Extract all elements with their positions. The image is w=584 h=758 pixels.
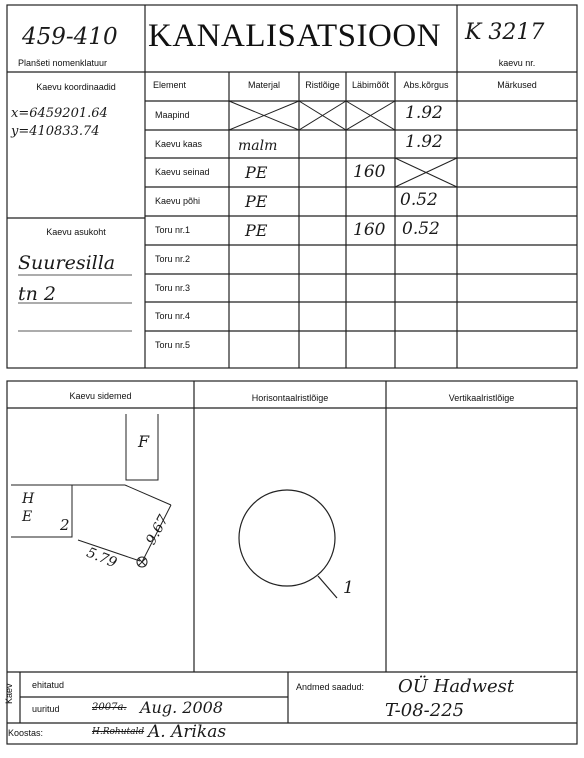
panel-ties-label: Kaevu sidemed <box>69 391 132 401</box>
cell-diameter: 160 <box>353 162 386 182</box>
dimension-a: 5.79 <box>84 544 120 572</box>
row-element-label: Toru nr.3 <box>155 283 191 293</box>
row-element-label: Kaevu põhi <box>155 196 201 206</box>
building-top-letter: F <box>138 432 150 451</box>
well-number-value: K 3217 <box>465 20 545 45</box>
kaev-label: Kaev <box>4 683 14 704</box>
cell-height: 1.92 <box>405 103 443 123</box>
horizontal-section-drawing <box>239 490 337 598</box>
row-element-label: Kaevu seinad <box>155 167 210 177</box>
col-cross-section: Ristlõige <box>305 80 340 90</box>
row-element-label: Toru nr.2 <box>155 254 191 264</box>
location-line1: Suuresilla <box>18 252 116 274</box>
cell-height: 0.52 <box>400 190 438 210</box>
well-number-label: kaevu nr. <box>498 58 536 68</box>
row-element-label: Toru nr.4 <box>155 311 191 321</box>
page-title: KANALISATSIOON <box>148 18 441 54</box>
cell-height: 0.52 <box>402 219 440 239</box>
dimension-b: 9.67 <box>143 512 172 548</box>
compiled-label: Koostas: <box>8 728 44 738</box>
measured-label: uuritud <box>32 704 60 714</box>
col-abs-height: Abs.kõrgus <box>403 80 449 90</box>
cell-material: PE <box>245 163 268 182</box>
pipe-label: 1 <box>343 578 354 598</box>
data-source-line2: T-08-225 <box>385 700 465 721</box>
location-label: Kaevu asukoht <box>46 227 106 237</box>
panel-horizontal-label: Horisontaalristlõige <box>251 393 329 403</box>
location-line2: tn 2 <box>18 283 56 305</box>
cell-height: 1.92 <box>405 132 443 152</box>
cell-material: malm <box>238 138 278 154</box>
data-source-line1: OÜ Hadwest <box>398 676 515 697</box>
cell-material: PE <box>245 221 268 240</box>
col-element: Element <box>153 80 187 90</box>
col-notes: Märkused <box>497 80 537 90</box>
row-element-label: Toru nr.5 <box>155 340 191 350</box>
data-source-label: Andmed saadud: <box>296 682 365 692</box>
coord-x: x=6459201.64 <box>11 106 108 121</box>
cell-material: PE <box>245 192 268 211</box>
coord-y: y=410833.74 <box>11 124 100 139</box>
building-left-number: 2 <box>60 516 70 534</box>
built-label: ehitatud <box>32 680 65 690</box>
compiled-struck: H.Rohutald <box>92 727 145 737</box>
cell-diameter: 160 <box>353 220 386 240</box>
panel-vertical-label: Vertikaalristlõige <box>448 393 515 403</box>
row-element-label: Maapind <box>155 110 190 120</box>
building-left-letters: H E <box>22 491 35 525</box>
measured-struck: 2007a. <box>92 702 127 713</box>
compiled-value: A. Arikas <box>148 722 227 742</box>
row-element-label: Kaevu kaas <box>155 139 203 149</box>
col-diameter: Läbimõõt <box>351 80 390 90</box>
coords-label: Kaevu koordinaadid <box>36 82 116 92</box>
row-element-label: Toru nr.1 <box>155 225 191 235</box>
nomenclature-value: 459-410 <box>22 24 118 50</box>
nomenclature-label: Planšeti nomenklatuur <box>18 58 108 68</box>
col-material: Materjal <box>247 80 280 90</box>
measured-value: Aug. 2008 <box>140 698 223 717</box>
